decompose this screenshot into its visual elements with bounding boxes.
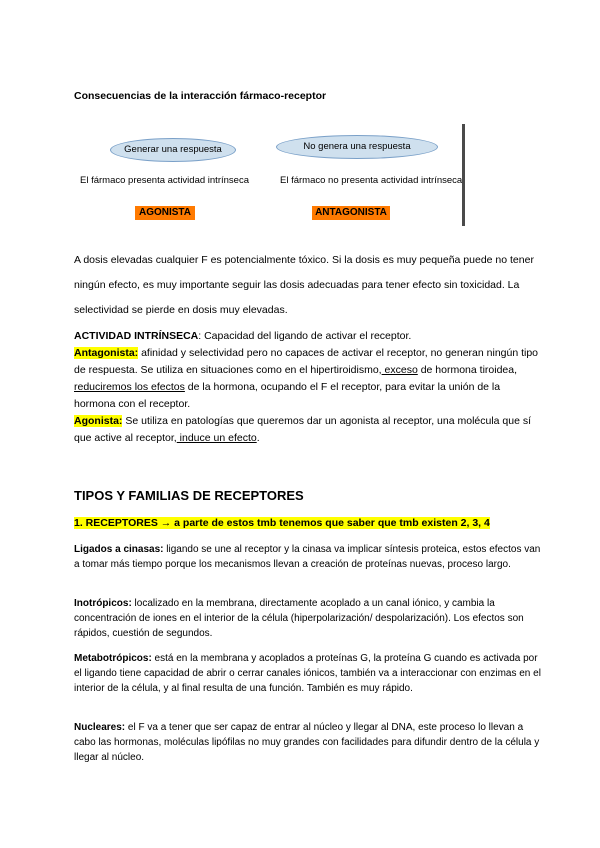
agonista-paragraph xyxy=(74,413,544,447)
actividad-description-right: El fármaco no presenta actividad intrínseca xyxy=(280,175,463,186)
tipos-heading: TIPOS Y FAMILIAS DE RECEPTORES xyxy=(74,488,304,503)
agonista-text-a: Se utiliza en patologías que queremos dar un agonista al receptor, una molécula que sí que active al receptor, xyxy=(74,415,532,444)
agonista-text-b: . xyxy=(256,432,260,444)
respuesta-oval-left: Generar una respuesta xyxy=(110,138,236,162)
respuesta-oval-right: No genera una respuesta xyxy=(276,135,438,159)
section-label: Inotrópicos: xyxy=(74,598,132,609)
antagonista-paragraph xyxy=(74,345,544,413)
antagonista-text-a: afinidad y selectividad pero no capaces de activar el receptor, no generan ningún tipo de respuesta. Se utiliza en situaciones como en el hipertiroidismo, xyxy=(74,347,539,376)
agonista-label: Agonista: xyxy=(74,415,123,427)
section-heading: Consecuencias de la interacción fármaco-receptor xyxy=(74,90,327,102)
section-metabotropicos xyxy=(74,651,544,696)
antagonista-underline-a: exceso xyxy=(381,364,418,376)
section-text: localizado en la membrana, directamente acoplado a un canal iónico, y cambia la concentración de iones en el interior de la célula (hiperpolarización/ despolarización). Los efectos son rápidos, cuestión de segundos. xyxy=(74,598,524,639)
section-text: ligando se une al receptor y la cinasa va implicar síntesis proteica, estos efectos van a tomar más tiempo porque los mecanismos llevan a creación de proteínas nuevas, proceso largo. xyxy=(74,544,541,570)
actividad-label: ACTIVIDAD INTRÍNSECA xyxy=(74,330,199,342)
section-text: el F va a tener que ser capaz de entrar al núcleo y llegar al DNA, este proceso lo llevan a cabo las hormonas, moléculas lipófilas no muy grandes con facilidades para difundir dentro de la célula y llegar al núcleo. xyxy=(74,722,540,763)
definitions-block xyxy=(74,328,544,447)
actividad-description-left: El fármaco presenta actividad intrínseca xyxy=(80,175,249,186)
actividad-intrinseca-line xyxy=(74,328,544,345)
section-label: Ligados a cinasas: xyxy=(74,544,164,555)
section-ligados-cinasas xyxy=(74,542,544,572)
vertical-divider xyxy=(462,124,465,226)
section-inotropicos xyxy=(74,596,544,641)
receptores-line: 1. RECEPTORES → a parte de estos tmb tenemos que saber que tmb existen 2, 3, 4 xyxy=(74,517,490,529)
antagonista-underline-b: reduciremos los efectos xyxy=(74,381,185,393)
antagonista-label: Antagonista: xyxy=(74,347,139,359)
antagonista-text-b: de hormona tiroidea, xyxy=(417,364,518,376)
antagonista-text-c: de la hormona, ocupando el F el receptor, para evitar la unión de la hormona con el receptor. xyxy=(74,381,501,410)
agonista-tag: AGONISTA xyxy=(135,206,195,220)
agonista-underline: induce un efecto xyxy=(176,432,257,444)
section-label: Metabotrópicos: xyxy=(74,653,152,664)
section-text: está en la membrana y acoplados a proteínas G, la proteína G cuando es activada por el ligando tiene capacidad de abrir o cerrar canales iónicos, también va a interaccionar con enzimas en el interior de la célula, y al final resulta de una función. También es muy rápido. xyxy=(74,653,541,694)
section-nucleares xyxy=(74,720,544,765)
section-label: Nucleares: xyxy=(74,722,126,733)
antagonista-tag: ANTAGONISTA xyxy=(312,206,390,220)
actividad-text: : Capacidad del ligando de activar el receptor. xyxy=(198,330,412,342)
dosis-paragraph: A dosis elevadas cualquier F es potencialmente tóxico. Si la dosis es muy pequeña puede no tener ningún efecto, es muy importante seguir las dosis adecuadas para tener efecto sin toxicidad. La selectividad se pierde en dosis muy elevadas. xyxy=(74,254,534,316)
